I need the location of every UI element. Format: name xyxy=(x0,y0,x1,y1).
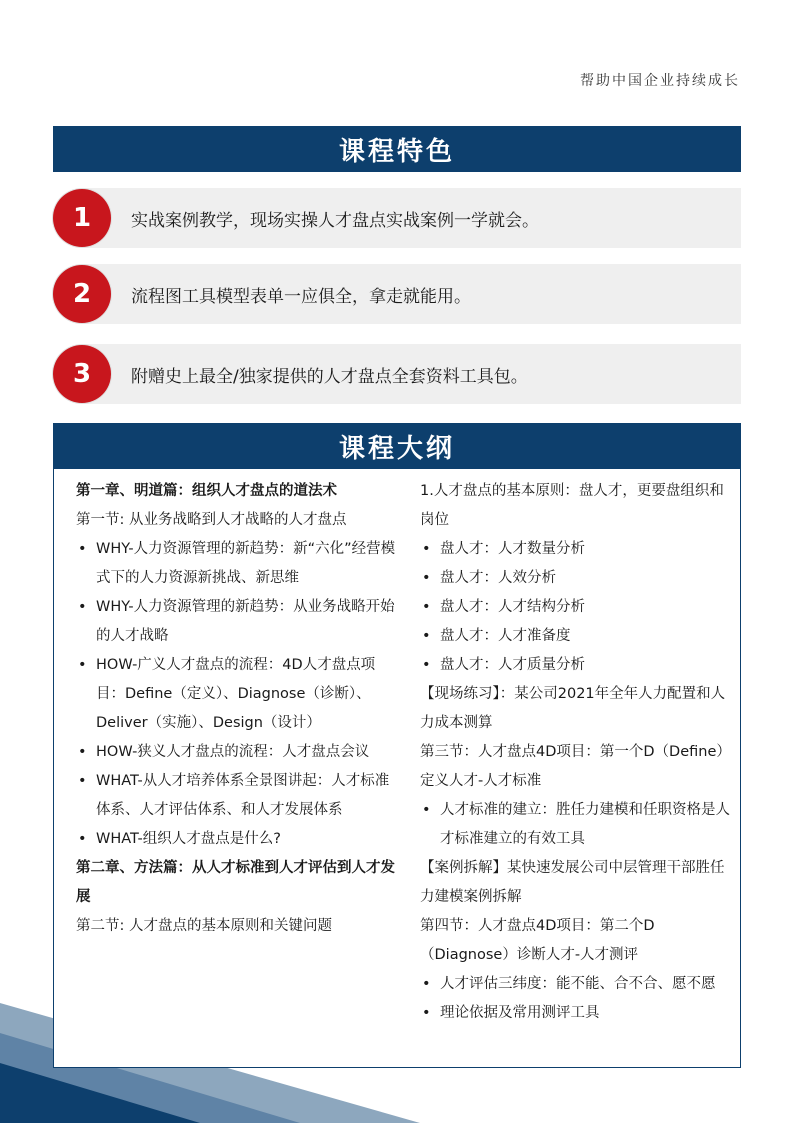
outline-bullet: • WHAT-组织人才盘点是什么? xyxy=(76,825,396,854)
outline-bullet: • WHY-人力资源管理的新趋势：从业务战略开始的人才战略 xyxy=(76,593,396,651)
outline-paragraph: 1.人才盘点的基本原则：盘人才，更要盘组织和岗位 xyxy=(420,483,724,528)
section-heading: 第四节：人才盘点4D项目：第二个D（Diagnose）诊断人才-人才测评 xyxy=(420,918,655,963)
outline-content-box xyxy=(53,469,741,1068)
feature-item-1 xyxy=(53,188,741,248)
company-tagline: 帮助中国企业持续成长 xyxy=(580,73,740,89)
outline-bullet: • 理论依据及常用测评工具 xyxy=(420,999,736,1028)
outline-bullet: • 盘人才：人才数量分析 xyxy=(420,535,736,564)
feature-text: 流程图工具模型表单一应俱全，拿走就能用。 xyxy=(131,286,471,307)
feature-item-2 xyxy=(53,264,741,324)
feature-item-3 xyxy=(53,344,741,404)
outline-bullet: • WHY-人力资源管理的新趋势：新“六化”经营模式下的人力资源新挑战、新思维 xyxy=(76,535,396,593)
section-heading: 第三节：人才盘点4D项目：第一个D（Define）定义人才-人才标准 xyxy=(420,744,731,789)
chapter-heading: 第二章、方法篇：从人才标准到人才评估到人才发展 xyxy=(76,860,395,905)
chapter-heading: 第一章、明道篇：组织人才盘点的道法术 xyxy=(76,483,337,499)
outline-bullet: • HOW-广义人才盘点的流程：4D人才盘点项目：Define（定义）、Diagnose（诊断）、Deliver（实施）、Design（设计） xyxy=(76,651,396,738)
outline-bullet: • WHAT-从人才培养体系全景图讲起：人才标准体系、人才评估体系、和人才发展体系 xyxy=(76,767,396,825)
feature-number-badge: 3 xyxy=(53,345,111,403)
feature-text: 附赠史上最全/独家提供的人才盘点全套资料工具包。 xyxy=(131,366,528,387)
feature-text: 实战案例教学，现场实操人才盘点实战案例一学就会。 xyxy=(131,210,539,231)
case-note: 【案例拆解】某快速发展公司中层管理干部胜任力建模案例拆解 xyxy=(420,860,725,905)
outline-bullet: • 盘人才：人才质量分析 xyxy=(420,651,736,680)
outline-bullet: • 盘人才：人效分析 xyxy=(420,564,736,593)
outline-bullet: • 盘人才：人才结构分析 xyxy=(420,593,736,622)
outline-right-column xyxy=(420,477,736,1028)
outline-bullet: • HOW-狭义人才盘点的流程：人才盘点会议 xyxy=(76,738,396,767)
features-title: 课程特色 xyxy=(53,126,741,172)
outline-bullet: • 人才标准的建立：胜任力建模和任职资格是人才标准建立的有效工具 xyxy=(420,796,736,854)
outline-left-column xyxy=(76,477,396,941)
outline-bullet: • 盘人才：人才准备度 xyxy=(420,622,736,651)
feature-number-badge: 1 xyxy=(53,189,111,247)
outline-bullet: • 人才评估三纬度：能不能、合不合、愿不愿 xyxy=(420,970,736,999)
section-heading: 第一节: 从业务战略到人才战略的人才盘点 xyxy=(76,512,347,528)
section-heading: 第二节: 人才盘点的基本原则和关键问题 xyxy=(76,918,332,934)
exercise-note: 【现场练习】：某公司2021年全年人力配置和人力成本测算 xyxy=(420,686,726,731)
outline-title: 课程大纲 xyxy=(53,423,741,469)
feature-number-badge: 2 xyxy=(53,265,111,323)
